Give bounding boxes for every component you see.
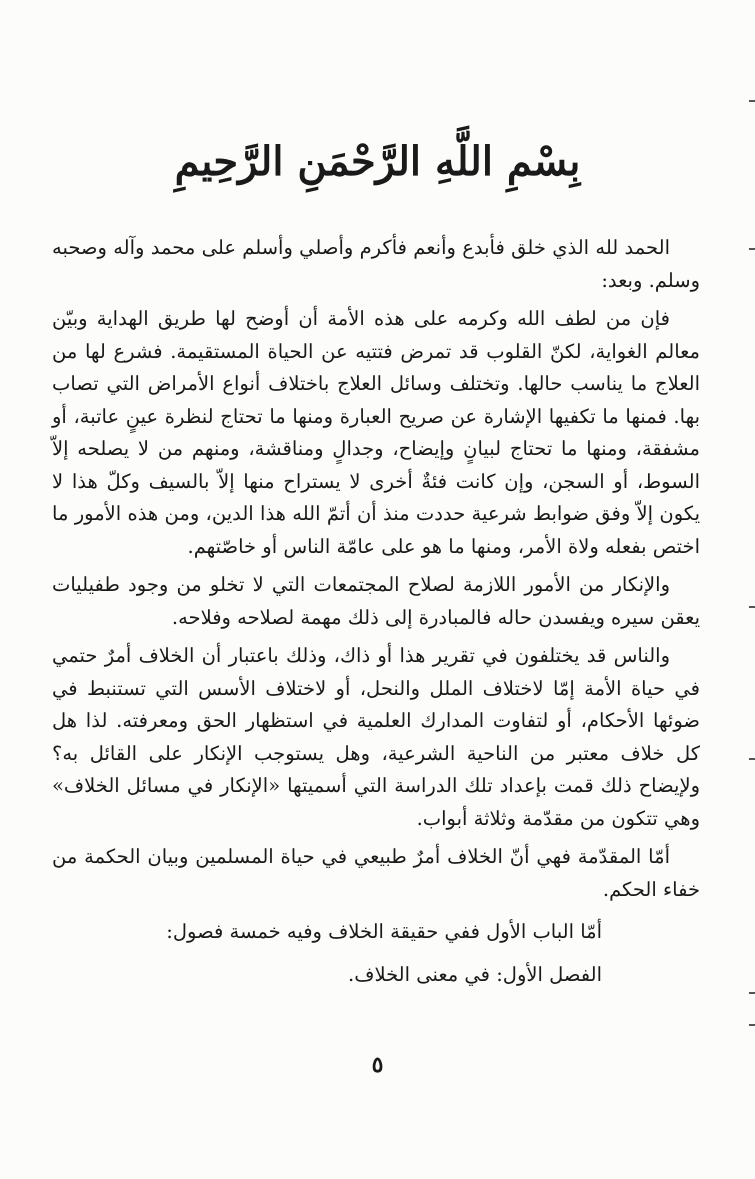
edge-mark: [749, 248, 755, 250]
edge-mark: [749, 100, 755, 102]
body-text: [52, 232, 700, 999]
page-number: ٥: [371, 1052, 384, 1078]
edge-mark: [749, 992, 755, 994]
paragraph-introduction: فإن من لطف الله وكرمه على هذه الأمة أن أوضح لها طريق الهداية وبيّن معالم الغواية، لكنّ القلوب قد تمرض فتتيه عن الحياة المستقيمة. فشرع لها من العلاج ما يناسب حالها. وتختلف وسائل العلاج باختلاف أنواع الأمراض التي تصاب بها. فمنها ما تكفيها الإشارة عن صريح العبارة ومنها ما تحتاج لنظرة عينٍ عاتبة، أو مشفقة، ومنها ما تحتاج لبيانٍ وإيضاح، وجدالٍ ومناقشة، ومنهم من لا يصلحه إلاّ السوط، أو السجن، وإن كانت فئةٌ أخرى لا يستراح منها إلاّ بالسيف وكلّ هذا لا يكون إلاّ وفق ضوابط شرعية حددت منذ أن أتمّ الله هذا الدين، ومن هذه الأمور ما اختص بفعله ولاة الأمر، ومنها ما هو على عامّة الناس أو خاصّتهم.: [52, 307, 700, 558]
basmala-calligraphy: بِسْمِ اللَّهِ الرَّحْمَنِ الرَّحِيمِ: [174, 138, 581, 185]
paragraph-muqaddima: أمّا المقدّمة فهي أنّ الخلاف أمرٌ طبيعي في حياة المسلمين وبيان الحكمة من خفاء الحكم.: [52, 845, 700, 901]
chapter-line: الفصل الأول: في معنى الخلاف.: [348, 962, 602, 986]
edge-mark: [749, 758, 755, 760]
paragraph-inkar: والإنكار من الأمور اللازمة لصلاح المجتمعات التي لا تخلو من وجود طفيليات يعقن سيره ويفسدن حاله فالمبادرة إلى ذلك مهمة لصلاحه وفلاحه.: [52, 573, 700, 629]
paragraph-opening: الحمد لله الذي خلق فأبدع وأنعم فأكرم وأصلي وأسلم على محمد وآله وصحبه وسلم. وبعد:: [52, 236, 700, 292]
section-heading: أمّا الباب الأول ففي حقيقة الخلاف وفيه خمسة فصول:: [166, 920, 602, 943]
edge-mark: [749, 606, 755, 608]
edge-mark: [749, 1024, 755, 1026]
paragraph-khilaf: والناس قد يختلفون في تقرير هذا أو ذاك، وذلك باعتبار أن الخلاف أمرٌ حتمي في حياة الأمة إمّا لاختلاف الملل والنحل، أو لاختلاف الأسس التي تستنبط في ضوئها الأحكام، أو لتفاوت المدارك العلمية في استظهار الحق ومعرفته. لذا هل كل خلاف معتبر من الناحية الشرعية، وهل يستوجب الإنكار على القائل به؟ ولإيضاح ذلك قمت بإعداد تلك الدراسة التي أسميتها «الإنكار في مسائل الخلاف» وهي تتكون من مقدّمة وثلاثة أبواب.: [52, 644, 700, 830]
